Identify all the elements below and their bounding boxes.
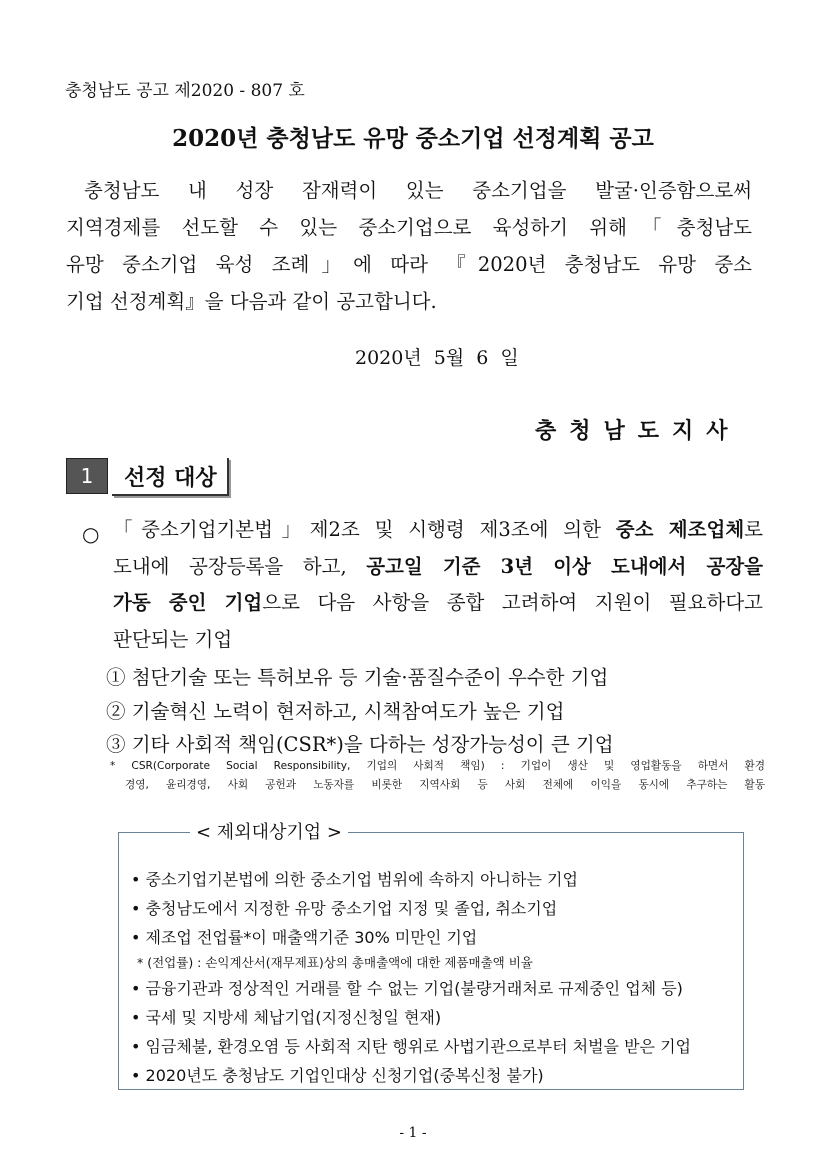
exclusion-item: • 금융기관과 정상적인 거래를 할 수 없는 기업(불량거래처로 규제중인 업체 등) <box>131 979 683 998</box>
section-number: 1 <box>66 458 108 494</box>
criteria-line <box>113 585 763 622</box>
criteria-text: 판단되는 기업 <box>113 627 233 651</box>
criteria-line <box>113 549 763 586</box>
csr-footnote-continued <box>125 776 765 795</box>
section-heading <box>66 458 229 494</box>
intro-line: 지역경제를 선도할 수 있는 중소기업으로 육성하기 위해「충청남도 <box>66 216 752 239</box>
intro-line: 유망 중소기업 육성 조례」에 따라 『2020년 충청남도 유망 중소 <box>66 253 752 276</box>
sub-item: ③ 기타 사회적 책임(CSR*)을 다하는 성장가능성이 큰 기업 <box>106 733 614 756</box>
criteria-text: 도내에 공장등록을 하고, <box>113 554 367 578</box>
page-number: - 1 - <box>399 1125 427 1141</box>
criteria-text: 「중소기업기본법」제2조 및 시행령 제3조에 의한 <box>113 518 616 541</box>
section-title: 선정 대상 <box>112 458 229 496</box>
intro-line: 충청남도 내 성장 잠재력이 있는 중소기업을 발굴·인증함으로써 <box>84 179 752 202</box>
selection-criteria <box>113 512 763 658</box>
footnote-line: 경영, 윤리경영, 사회 공헌과 노동자를 비롯한 지역사회 등 사회 전체에 이익을 동시에 추구하는 활동 <box>125 779 765 791</box>
exclusion-item: • 국세 및 지방세 체납기업(지정신청일 현재) <box>131 1008 442 1027</box>
criteria-line <box>113 622 763 659</box>
issuer-signature: 충청남도지사 <box>535 418 741 444</box>
exclusion-item: • 중소기업기본법에 의한 중소기업 범위에 속하지 아니하는 기업 <box>131 870 578 889</box>
intro-line: 기업 선정계획』을 다음과 같이 공고합니다. <box>66 290 437 313</box>
sub-item: ① 첨단기술 또는 특허보유 등 기술·품질수준이 우수한 기업 <box>106 666 609 689</box>
exclusion-box-title: < 제외대상기업 > <box>190 818 348 844</box>
sub-item: ② 기술혁신 노력이 현저하고, 시책참여도가 높은 기업 <box>106 700 565 723</box>
criteria-line <box>113 512 763 549</box>
criteria-emphasis: 가동 중인 기업 <box>113 591 263 614</box>
exclusion-item: • 충청남도에서 지정한 유망 중소기업 지정 및 졸업, 취소기업 <box>131 899 558 918</box>
exclusion-item: • 임금체불, 환경오염 등 사회적 지탄 행위로 사법기관으로부터 처벌을 받은 기업 <box>131 1037 691 1056</box>
footnote-line: * CSR(Corporate Social Responsibility, 기업의 사회적 책임) : 기업이 생산 및 영업활동을 하면서 환경 <box>110 760 765 772</box>
criteria-text: 으로 다음 사항을 종합 고려하여 지원이 필요하다고 <box>262 591 763 614</box>
document-title: 2020년 충청남도 유망 중소기업 선정계획 공고 <box>172 125 654 152</box>
csr-footnote <box>110 757 765 776</box>
circle-bullet-icon: ○ <box>82 522 100 546</box>
exclusion-list <box>131 864 691 1089</box>
intro-paragraph <box>66 172 752 320</box>
exclusion-footnote: * (전업률) : 손익계산서(재무제표)상의 총매출액에 대한 제품매출액 비율 <box>137 955 533 970</box>
announcement-date: 2020년 5월 6 일 <box>355 347 519 369</box>
criteria-emphasis: 중소 제조업체 <box>615 518 745 541</box>
exclusion-item: • 제조업 전업률*이 매출액기준 30% 미만인 기업 <box>131 928 478 947</box>
exclusion-item: • 2020년도 충청남도 기업인대상 신청기업(중복신청 불가) <box>131 1066 544 1085</box>
notice-number: 충청남도 공고 제2020 - 807 호 <box>65 81 305 101</box>
criteria-emphasis: 공고일 기준 3년 이상 도내에서 공장을 <box>366 554 763 578</box>
criteria-text: 로 <box>744 518 763 541</box>
